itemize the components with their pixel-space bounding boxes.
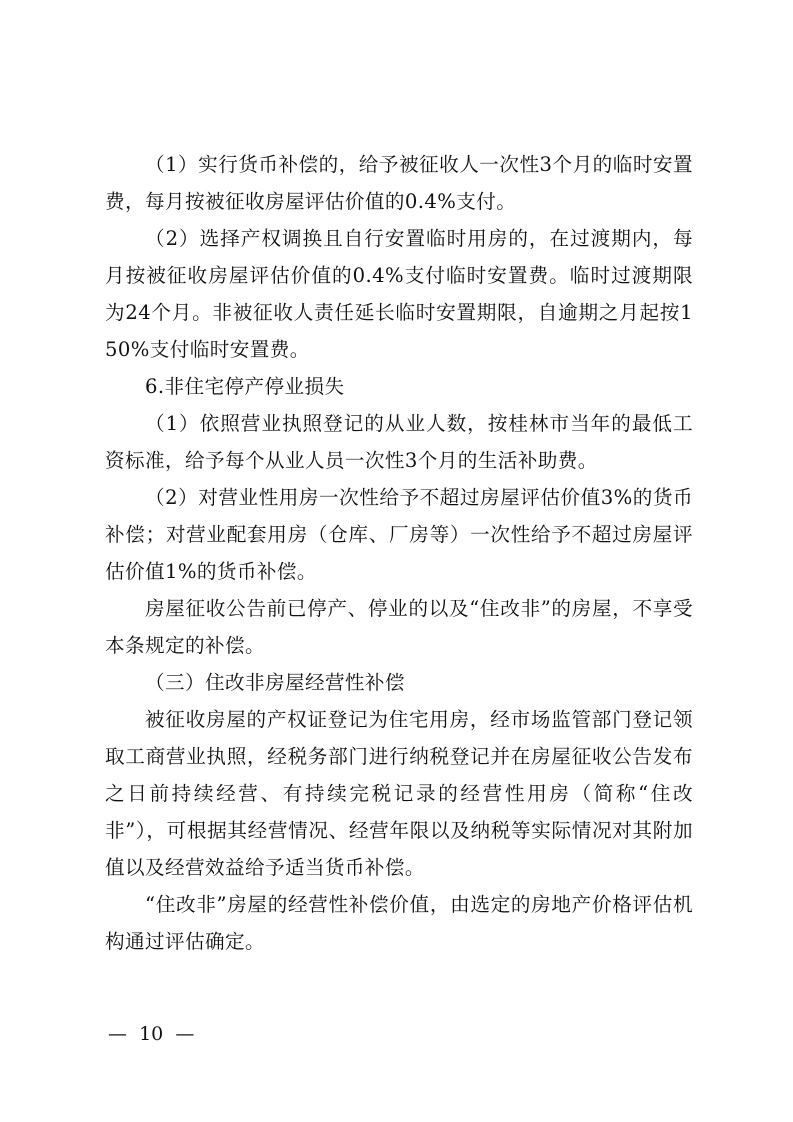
- paragraph-exclusion-note: 房屋征收公告前已停产、停业的以及“住改非”的房屋，不享受本条规定的补偿。: [105, 597, 693, 657]
- paragraph-temporary-resettlement-monetary: （1）实行货币补偿的，给予被征收人一次性3个月的临时安置费，每月按被征收房屋评估价值的0.4%支付。: [105, 153, 693, 213]
- paragraph-living-subsidy: （1）依照营业执照登记的从业人数，按桂林市当年的最低工资标准，给予每个从业人员一次性3个月的生活补助费。: [105, 412, 693, 472]
- document-body: [105, 146, 693, 960]
- paragraph-residential-to-commercial-definition: 被征收房屋的产权证登记为住宅用房，经市场监管部门登记领取工商营业执照，经税务部门进行纳税登记并在房屋征收公告发布之日前持续经营、有持续完税记录的经营性用房（简称“住改非”），可根据其经营情况、经营年限以及纳税等实际情况对其附加值以及经营效益给予适当货币补偿。: [105, 708, 693, 879]
- paragraph-valuation-method: “住改非”房屋的经营性补偿价值，由选定的房地产价格评估机构通过评估确定。: [105, 893, 693, 953]
- page-number: — 10 —: [108, 1023, 195, 1045]
- section-heading-residential-to-commercial: （三）住改非房屋经营性补偿: [145, 671, 405, 694]
- paragraph-business-compensation: （2）对营业性用房一次性给予不超过房屋评估价值3%的货币补偿；对营业配套用房（仓库、厂房等）一次性给予不超过房屋评估价值1%的货币补偿。: [105, 486, 693, 583]
- paragraph-temporary-resettlement-exchange: （2）选择产权调换且自行安置临时用房的，在过渡期内，每月按被征收房屋评估价值的0.4%支付临时安置费。临时过渡期限为24个月。非被征收人责任延长临时安置期限，自逾期之月起按150%支付临时安置费。: [105, 227, 693, 361]
- section-heading-business-loss: 6.非住宅停产停业损失: [145, 375, 345, 398]
